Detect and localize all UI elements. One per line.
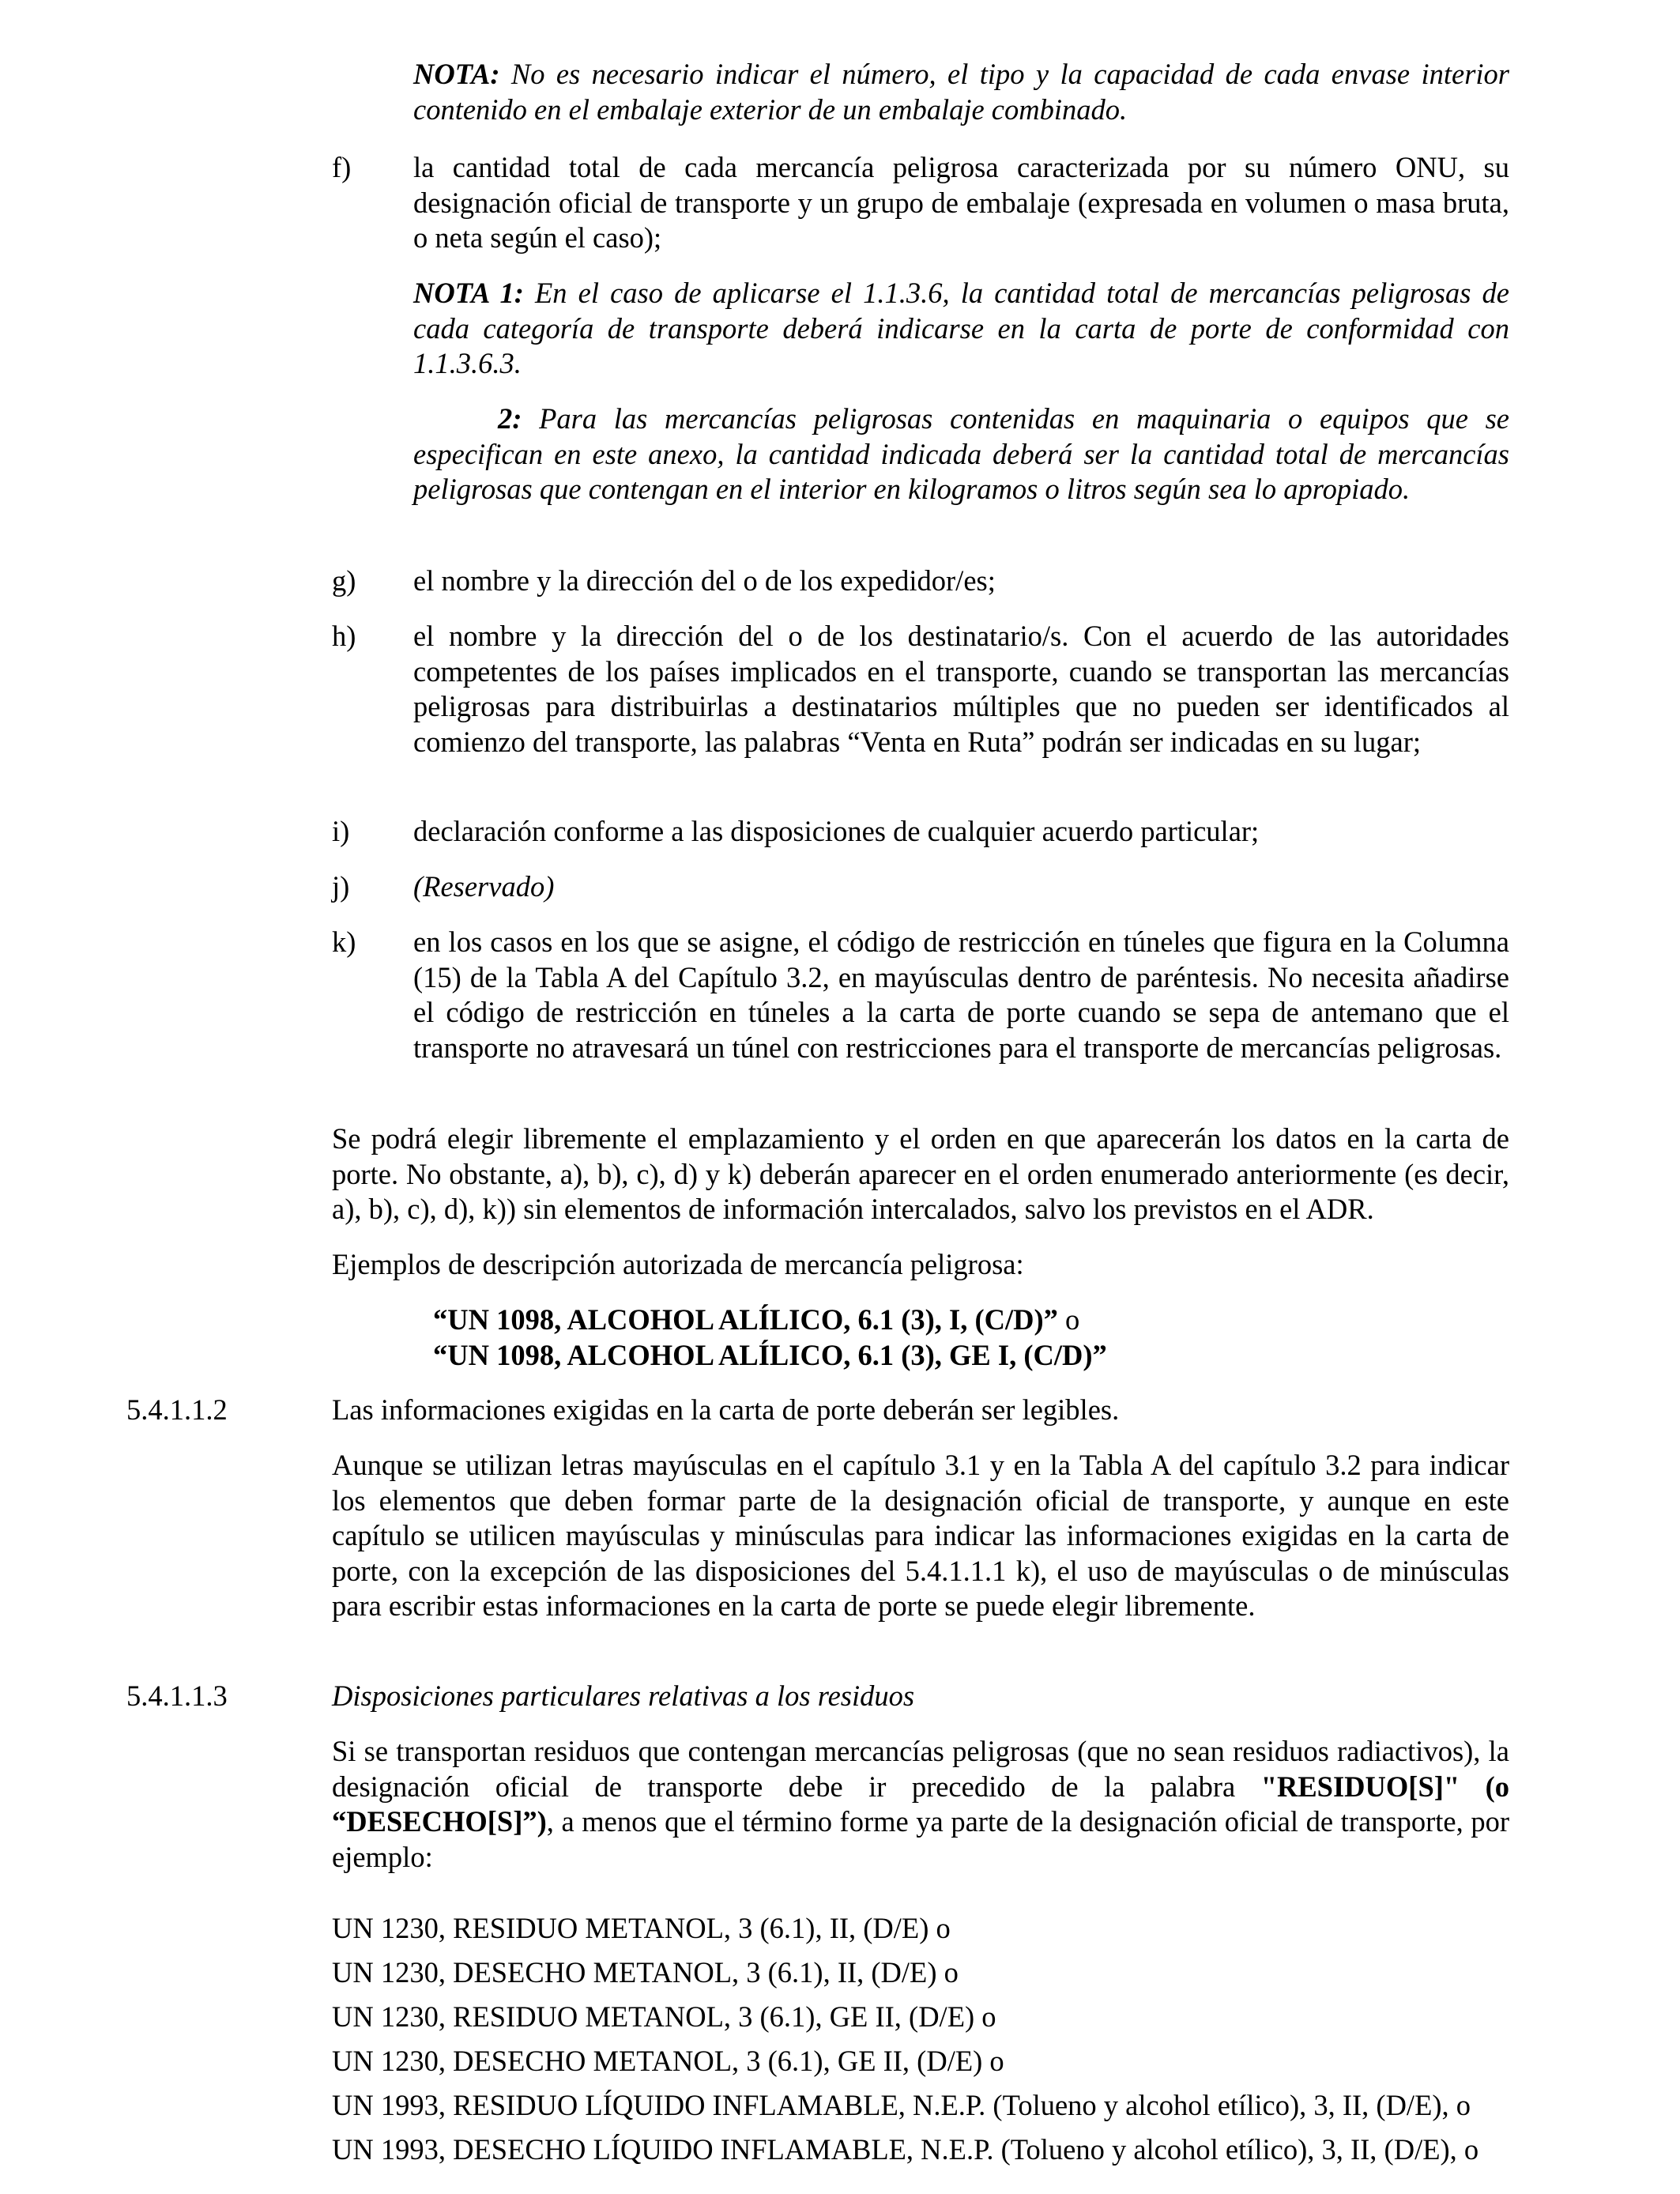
section-number-5-4-1-1-3: 5.4.1.1.3 [126, 1679, 228, 1712]
item-f-marker: f) [332, 151, 352, 183]
waste-example-5: UN 1993, RESIDUO LÍQUIDO INFLAMABLE, N.E.P. (Tolueno y alcohol etílico), 3, II, (D/E), o [332, 2089, 1471, 2121]
item-j-text: (Reservado) [413, 870, 555, 903]
section-number-5-4-1-1-2: 5.4.1.1.2 [126, 1393, 228, 1426]
waste-example-1: UN 1230, RESIDUO METANOL, 3 (6.1), II, (D/E) o [332, 1912, 951, 1944]
item-k-text: en los casos en los que se asigne, el código de restricción en túneles que figura en la Columna (15) de la Tabla A del Capítulo 3.2, en mayúsculas dentro de paréntesis. No necesita añadirse el código de restricción en túneles a la carta de porte cuando se sepa de antemano que el transporte no atravesará un túnel con restricciones para el transporte de mercancías peligrosas. [413, 925, 1509, 1064]
item-h-marker: h) [332, 620, 356, 652]
section-3-body-part-1: Si se transportan residuos que contengan mercancías peligrosas (que no sean residuos radiactivos), la designación oficial de transporte debe ir precedido de la palabra [332, 1735, 1509, 1803]
waste-example-6: UN 1993, DESECHO LÍQUIDO INFLAMABLE, N.E.P. (Tolueno y alcohol etílico), 3, II, (D/E), o [332, 2133, 1479, 2166]
section-3-title: Disposiciones particulares relativas a los residuos [332, 1679, 915, 1712]
note-1-label: NOTA 1: [413, 277, 524, 309]
item-f-text: la cantidad total de cada mercancía peligrosa caracterizada por su número ONU, su designación oficial de transporte y un grupo de embalaje (expresada en volumen o masa bruta, o neta según el caso); [413, 151, 1509, 254]
example-line-1 [433, 1302, 1079, 1338]
note-1 [413, 276, 1509, 382]
note-text: No es necesario indicar el número, el tipo y la capacidad de cada envase interior contenido en el embalaje exterior de un embalaje combinado. [413, 58, 1509, 126]
section-3-body-part-2: , a menos que el término forme ya parte de la designación oficial de transporte, por ejemplo: [332, 1805, 1509, 1873]
note-2-label: 2: [498, 402, 522, 435]
waste-example-2: UN 1230, DESECHO METANOL, 3 (6.1), II, (D/E) o [332, 1956, 959, 1989]
note-top [413, 57, 1509, 127]
item-k-marker: k) [332, 925, 356, 958]
item-j-marker: j) [332, 870, 350, 903]
note-2 [413, 401, 1509, 507]
note-label: NOTA: [413, 58, 500, 90]
section-3-body [332, 1734, 1509, 1875]
item-i-text: declaración conforme a las disposiciones de cualquier acuerdo particular; [413, 815, 1260, 847]
item-h-text: el nombre y la dirección del o de los destinatario/s. Con el acuerdo de las autoridades competentes de los países implicados en el transporte, cuando se transportan las mercancías peligrosas para distribuirlas a destinatarios múltiples que no pueden ser identificados al comienzo del transporte, las palabras “Venta en Ruta” podrán ser indicadas en su lugar; [413, 620, 1509, 758]
section-2-body: Aunque se utilizan letras mayúsculas en el capítulo 3.1 y en la Tabla A del capítulo 3.2 para indicar los elementos que deben formar parte de la designación oficial de transporte, y aunque en este capítulo se utilicen mayúsculas y minúsculas para indicar las informaciones exigidas en la carta de porte, con la excepción de las disposiciones del 5.4.1.1.1 k), el uso de mayúsculas o de minúsculas para escribir estas informaciones en la carta de porte se puede elegir libremente. [332, 1449, 1509, 1622]
item-g-marker: g) [332, 564, 356, 597]
example-1-suffix: o [1057, 1303, 1080, 1336]
waste-example-3: UN 1230, RESIDUO METANOL, 3 (6.1), GE II, (D/E) o [332, 2000, 996, 2033]
note-1-text: En el caso de aplicarse el 1.1.3.6, la cantidad total de mercancías peligrosas de cada categoría de transporte deberá indicarse en la carta de porte de conformidad con 1.1.3.6.3. [413, 277, 1509, 379]
example-1-text: “UN 1098, ALCOHOL ALÍLICO, 6.1 (3), I, (C/D)” [433, 1303, 1058, 1336]
item-g-text: el nombre y la dirección del o de los expedidor/es; [413, 564, 996, 597]
example-line-2: “UN 1098, ALCOHOL ALÍLICO, 6.1 (3), GE I, (C/D)” [433, 1339, 1107, 1371]
note-2-text: Para las mercancías peligrosas contenidas en maquinaria o equipos que se especifican en este anexo, la cantidad indicada deberá ser la cantidad total de mercancías peligrosas que contengan en el interior en kilogramos o litros según sea lo apropiado. [413, 402, 1510, 505]
waste-example-4: UN 1230, DESECHO METANOL, 3 (6.1), GE II, (D/E) o [332, 2045, 1004, 2077]
order-paragraph: Se podrá elegir libremente el emplazamiento y el orden en que aparecerán los datos en la carta de porte. No obstante, a), b), c), d) y k) deberán aparecer en el orden enumerado anteriormente (es decir, a), b), c), d), k)) sin elementos de información intercalados, salvo los previstos en el ADR. [332, 1122, 1509, 1225]
item-i-marker: i) [332, 815, 350, 847]
examples-intro: Ejemplos de descripción autorizada de mercancía peligrosa: [332, 1248, 1024, 1280]
section-2-lead: Las informaciones exigidas en la carta de porte deberán ser legibles. [332, 1393, 1120, 1426]
section-3-body-bold: "RESIDUO[S]" (o “DESECHO[S]”) [332, 1770, 1510, 1838]
